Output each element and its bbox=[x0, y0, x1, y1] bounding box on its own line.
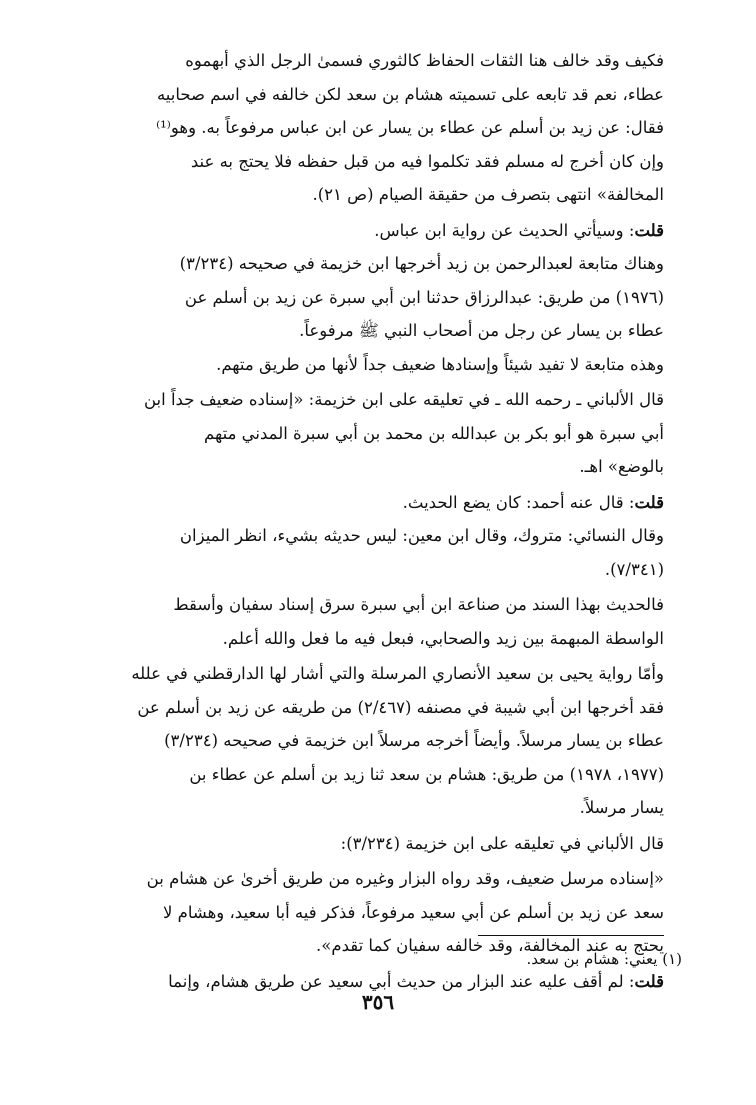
text-line: يحتج به عند المخالفة، وقد خالفه سفيان كما تقدم». bbox=[316, 936, 664, 955]
text-line: قلت: لم أقف عليه عند البزار من حديث أبي سعيد عن طريق هشام، وإنما bbox=[168, 971, 664, 991]
text-line: فقال: عن زيد بن أسلم عن عطاء بن يسار عن ابن عباس مرفوعاً به. وهو⁽¹⁾ bbox=[156, 118, 664, 137]
text-line: عطاء بن يسار مرسلاً. وأيضاً أخرجه مرسلاً ابن خزيمة في صحيحه (٣/٢٣٤) bbox=[164, 731, 664, 750]
text-line: قال الألباني في تعليقه على ابن خزيمة (٣/٢٣٤): bbox=[340, 833, 664, 853]
text-line: يسار مرسلاً. bbox=[579, 798, 664, 817]
text-line: الواسطة المبهمة بين زيد والصحابي، فبعل فيه ما فعل والله أعلم. bbox=[222, 628, 664, 648]
text-line: عطاء بن يسار عن رجل من أصحاب النبي ﷺ مرفوعاً. bbox=[299, 321, 664, 340]
text-line: فالحديث بهذا السند من صناعة ابن أبي سبرة سرق إسناد سفيان وأسقط bbox=[173, 595, 664, 614]
body-text bbox=[78, 44, 664, 998]
text-line: وهذه متابعة لا تفيد شيئاً وإسنادها ضعيف جداً لأنها من طريق متهم. bbox=[216, 354, 664, 374]
text-line: المخالفة» انتهى بتصرف من حقيقة الصيام (ص ٢١). bbox=[312, 185, 664, 204]
text-line: بالوضع» اهـ. bbox=[579, 457, 664, 476]
text-line: أبي سبرة هو أبو بكر بن عبدالله بن محمد بن أبي سبرة المدني متهم bbox=[204, 423, 664, 443]
text-line: سعد عن زيد بن أسلم عن أبي سعيد مرفوعاً، فذكر فيه أبا سعيد، وهشام لا bbox=[162, 902, 664, 922]
text-line: فكيف وقد خالف هنا الثقات الحفاظ كالثوري فسمىٰ الرجل الذي أبهموه bbox=[185, 51, 664, 70]
text-line: قلت: قال عنه أحمد: كان يضع الحديث. bbox=[402, 492, 664, 512]
text-line: فقد أخرجها ابن أبي شيبة في مصنفه (٢/٤٦٧) من طريقه عن زيد بن أسلم عن bbox=[137, 697, 664, 717]
qult-label: قلت bbox=[634, 492, 664, 512]
text-line: (١٩٧٧، ١٩٧٨) من طريق: هشام بن سعد ثنا زيد بن أسلم عن عطاء بن bbox=[189, 764, 664, 784]
footnote: (١) يعني: هشام بن سعد. bbox=[526, 950, 682, 968]
text-line: وأمّا رواية يحيى بن سعيد الأنصاري المرسلة والتي أشار لها الدارقطني في علله bbox=[131, 664, 664, 683]
qult-label: قلت bbox=[634, 971, 664, 991]
text-line: وهناك متابعة لعبدالرحمن بن زيد أخرجها ابن خزيمة في صحيحه (٣/٢٣٤) bbox=[179, 254, 664, 273]
text-line: عطاء، نعم قد تابعه على تسميته هشام بن سعد لكن خالفه في اسم صحابيه bbox=[156, 84, 664, 104]
page-number: ٣٥٦ bbox=[361, 990, 395, 1014]
text-line: «إسناده مرسل ضعيف، وقد رواه البزار وغيره من طريق أخرىٰ عن هشام بن bbox=[146, 869, 664, 888]
text-line: (٧/٣٤١). bbox=[604, 559, 664, 579]
text-line: (١٩٧٦) من طريق: عبدالرزاق حدثنا ابن أبي سبرة عن زيد بن أسلم عن bbox=[184, 287, 664, 307]
qult-label: قلت bbox=[634, 220, 664, 240]
text-line: وإن كان أخرج له مسلم فقد تكلموا فيه من قبل حفظه فلا يحتج به عند bbox=[190, 151, 664, 171]
text-line: قلت: وسيأتي الحديث عن رواية ابن عباس. bbox=[374, 220, 664, 240]
text-line: قال الألباني ـ رحمه الله ـ في تعليقه على ابن خزيمة: «إسناده ضعيف جداً ابن bbox=[143, 390, 664, 409]
text-line: وقال النسائي: متروك، وقال ابن معين: ليس حديثه بشيء، انظر الميزان bbox=[179, 526, 664, 545]
footnote-divider bbox=[478, 935, 664, 936]
